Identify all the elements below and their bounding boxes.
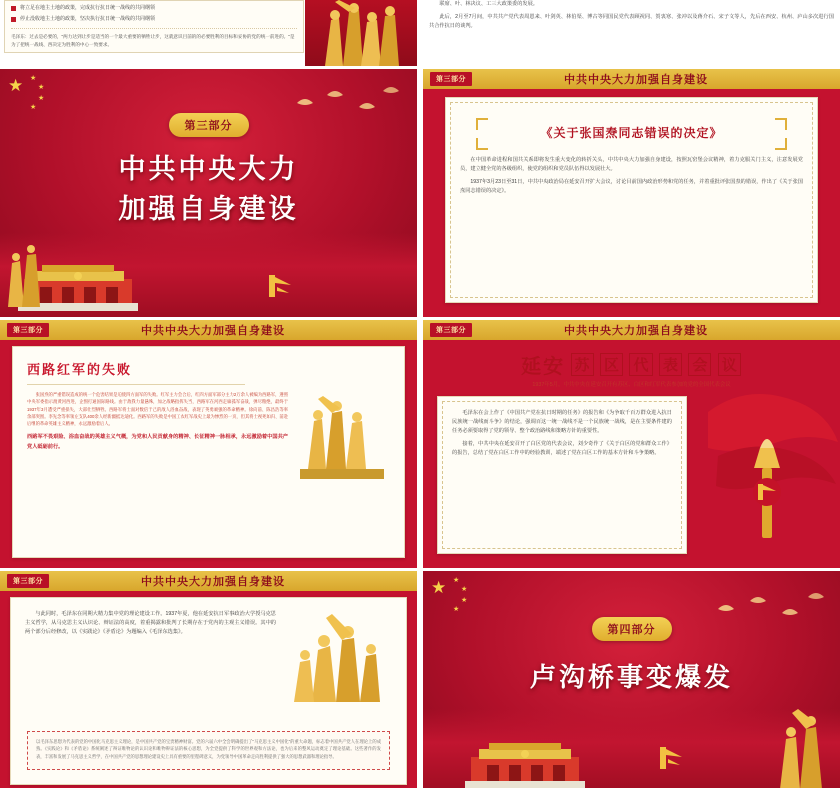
content-card-inner [450, 102, 813, 298]
content-card [10, 597, 407, 785]
tiananmen-gate-icon [465, 727, 585, 788]
paragraph: 毛泽东在会上作了《中国共产党在抗日时期的任务》的报告和《为争取千百万群众进入抗日民族统一战线而斗争》的结论，强调百这一统一战线不是一个民族统一战线，是在主要条件建的任务必须要取得了党的领导、整个政治路线和策略方针的重要性。 [452, 410, 672, 435]
slide-header-bar [423, 320, 840, 340]
title-char-box: 区 [600, 353, 623, 376]
highlight-paragraph: 西路军不畏艰险、浴血奋战的英雄主义气概，为党和人民贡献身的精神、长征精神一脉相承，永远激励着中国共产党人砥砺前行。 [27, 434, 288, 450]
slide-7-preview[interactable] [0, 571, 417, 788]
monument-statue-icon [305, 0, 417, 66]
title-char-box: 代 [629, 353, 652, 376]
header-part-label: 第三部分 [7, 323, 49, 337]
statue-group-icon [774, 709, 834, 788]
statue-leader-icon [282, 610, 392, 702]
star-icon: ★ [30, 104, 37, 111]
title-char-box: 表 [659, 353, 682, 376]
star-icon: ★ [453, 577, 460, 584]
list-item [11, 16, 297, 24]
document-title: 《关于张国焘同志错误的决定》 [540, 126, 723, 140]
corner-bracket-icon [775, 138, 787, 150]
star-icon: ★ [30, 75, 37, 82]
star-icon: ★ [461, 586, 468, 593]
divider [27, 384, 245, 385]
corner-bracket-icon [476, 138, 488, 150]
slide-3-section-cover[interactable] [0, 69, 417, 317]
section-number-badge: 第四部分 [592, 617, 672, 641]
square-bullet-icon [11, 17, 16, 22]
star-icon: ★ [431, 578, 447, 597]
red-flag-torch-icon [708, 372, 840, 542]
slide-header-bar [0, 320, 417, 340]
slide-header-bar [423, 69, 840, 89]
content-card [12, 346, 405, 558]
star-icon: ★ [453, 606, 460, 613]
slide-1-preview[interactable] [0, 0, 417, 66]
party-emblem-icon [656, 741, 690, 775]
corner-bracket-icon [775, 118, 787, 130]
slide-header-bar [0, 571, 417, 591]
paragraph: 此后，2月至7月间，中共共产党代表周恩来、叶剑英、林伯渠、博古等同国民党代表顾祝同、贺衷寒、张冲以及蒋介石、宋子文等人，先后在西安、杭州、庐山多次进行国共合作抗日的谈判。 [429, 14, 834, 30]
square-bullet-icon [11, 6, 16, 11]
paragraph: 与此同时，毛泽东在同期大精力集中党的理论建设工作。1937年夏，他在延安抗日军事政治大学授马克思主义哲学，从马克思主义认识论、辩证法的高度，着重揭露和批判了长期存在于党内的主观主义错误。其中的两个部分后经修改，以《实践论》《矛盾论》为题编入《毛泽东选集》。 [25, 611, 276, 636]
monument-relief-icon [294, 391, 390, 503]
star-icon: ★ [38, 95, 45, 102]
party-emblem-icon [265, 269, 299, 303]
header-title: 中共中央大力加强自身建设 [564, 325, 708, 337]
star-icon: ★ [38, 84, 45, 91]
note-box [27, 731, 390, 770]
slide-5-preview[interactable] [0, 320, 417, 568]
slide-8-section-cover[interactable] [423, 571, 840, 788]
title-char-box: 苏 [571, 353, 594, 376]
corner-bracket-icon [476, 118, 488, 130]
paragraph: 1937年3月23日至31日，中共中央政治局在延安召开扩大会议，讨论目前国内政治形势和党的任务，并着重批评张国焘的错误，作出了《关于张国焘同志错误的决定》。 [460, 179, 803, 195]
bullet-text: 将立足在地主土地的政策，完成抗行抗日统一战线的共同纲领 [20, 5, 156, 11]
doves-icon [712, 587, 832, 631]
star-icon: ★ [8, 76, 24, 95]
slide-2-text-column [429, 0, 834, 35]
slide-1-artwork [305, 0, 417, 66]
paragraph: 接着，中共中央在延安召开了白区党的代表会议，刘少奇作了《关于白区的党和群众工作》的报告，总结了党在白区工作中的经验教训，端述了党在白区工作的基本方针和斗争策略。 [452, 441, 672, 457]
slide-title: 西路红军的失败 [27, 362, 133, 377]
list-item [11, 5, 297, 13]
content-card [445, 97, 818, 303]
slide-1-bullet-list [11, 5, 297, 23]
header-title: 中共中央大力加强自身建设 [141, 576, 285, 588]
slide-2-preview[interactable] [423, 0, 840, 66]
star-icon: ★ [461, 597, 468, 604]
note-text: 以毛泽东思想为代表的党的中国化马克思主义理论，是中国共产党的宝贵精神财富。党的六届六中全会明确提出了"马克思主义中国化"的重大命题，标志着中国共产党人在理论上的成熟。《实践论》和《矛盾论》系统阐述了辩证唯物论的认识论和唯物辩证法的核心思想，为全党提供了科学的世界观和方法论，也为后来的整风运动奠定了理论基础。这些著作的发表，丰富和发展了马克思主义哲学，在中国共产党的思想理论建设史上具有重要的里程碑意义，为党领导中国革命走向胜利提供了强大的思想武器和理论指导。 [36, 739, 381, 759]
slide-1-text-panel [4, 0, 304, 53]
slide-6-preview[interactable] [423, 320, 840, 568]
header-part-label: 第三部分 [7, 574, 49, 588]
section-title-line-1: 卢沟桥事变爆发 [529, 662, 733, 692]
five-stars-icon [429, 577, 499, 623]
header-part-label: 第三部分 [430, 72, 472, 86]
section-title-line-1: 中共中央大力 [118, 154, 299, 184]
title-char-box: 会 [688, 353, 711, 376]
paragraph: 在中国革命进程和国共关系即将发生重大变化的转折关头，中共中央大力加强自身建设，按照瓦窑堡会议精神，着力克服关门主义，注意发展党员，建立健全党的各级组织，使党的组织和党员队伍得以发展壮大。 [460, 157, 803, 173]
slide-4-preview[interactable] [423, 69, 840, 317]
content-card-inner [442, 401, 682, 549]
statue-group-icon [2, 237, 48, 307]
header-title: 中共中央大力加强自身建设 [564, 74, 708, 86]
header-part-label: 第三部分 [430, 323, 472, 337]
header-title: 中共中央大力加强自身建设 [141, 325, 285, 337]
section-number-badge: 第三部分 [169, 113, 249, 137]
content-card-inner [17, 351, 400, 553]
content-card-inner [15, 602, 402, 780]
paragraph-small: 张国焘的严重错误造成的统一个危害结果是迫使四方面军的失败。红军主力会合后，红四方面军部分主力2万余人被编为西路军，遵照中央军委指示渡黄河西进，企图打通国际路线。由于敌我力量悬殊，加之战略指挥失当，西路军在河西走廊孤军奋战，弹尽粮绝，最终于1937年3月遭受严重损失，大部壮烈牺牲。西路军将士面对数倍于己的敌人浴血奋战，表现了英勇顽强的革命精神。徐向前、陈昌浩等率余部突围。李先念等率领左支队400余人经新疆抵达迪化。西路军的失败是中国工农红军战史上最为惨烈的一页，但其将士视死如归、前赴后继的革命英雄主义精神，永远激励着后人。 [27, 392, 288, 427]
paragraph: 联席、叶、林决议、工三大政策委的发展。 [439, 1, 538, 7]
content-card [437, 396, 687, 554]
slide-subtitle: 1937年5月，中共中央在延安召开有苏区、白区和红军代表参加的党的全国代表会议 [532, 382, 731, 388]
doves-icon [287, 83, 407, 123]
section-title-line-2: 加强自身建设 [118, 194, 299, 224]
slide-1-quote: 毛泽东：过去是必要的，"两力达到让步是适当的一个最大重要的牺牲让步，这就意识目前的的必要胜利的目标和妥协的党的统一前进的。"是为了把统一战线、西决定为胜利的中心一致要求。 [11, 28, 297, 48]
bullet-text: 停止没收地主土地的政策，坚决执行抗日统一战线的共同纲领 [20, 15, 156, 22]
title-char-box: 议 [718, 353, 741, 376]
five-stars-icon [6, 75, 76, 121]
title-main: 延安 [521, 356, 566, 378]
